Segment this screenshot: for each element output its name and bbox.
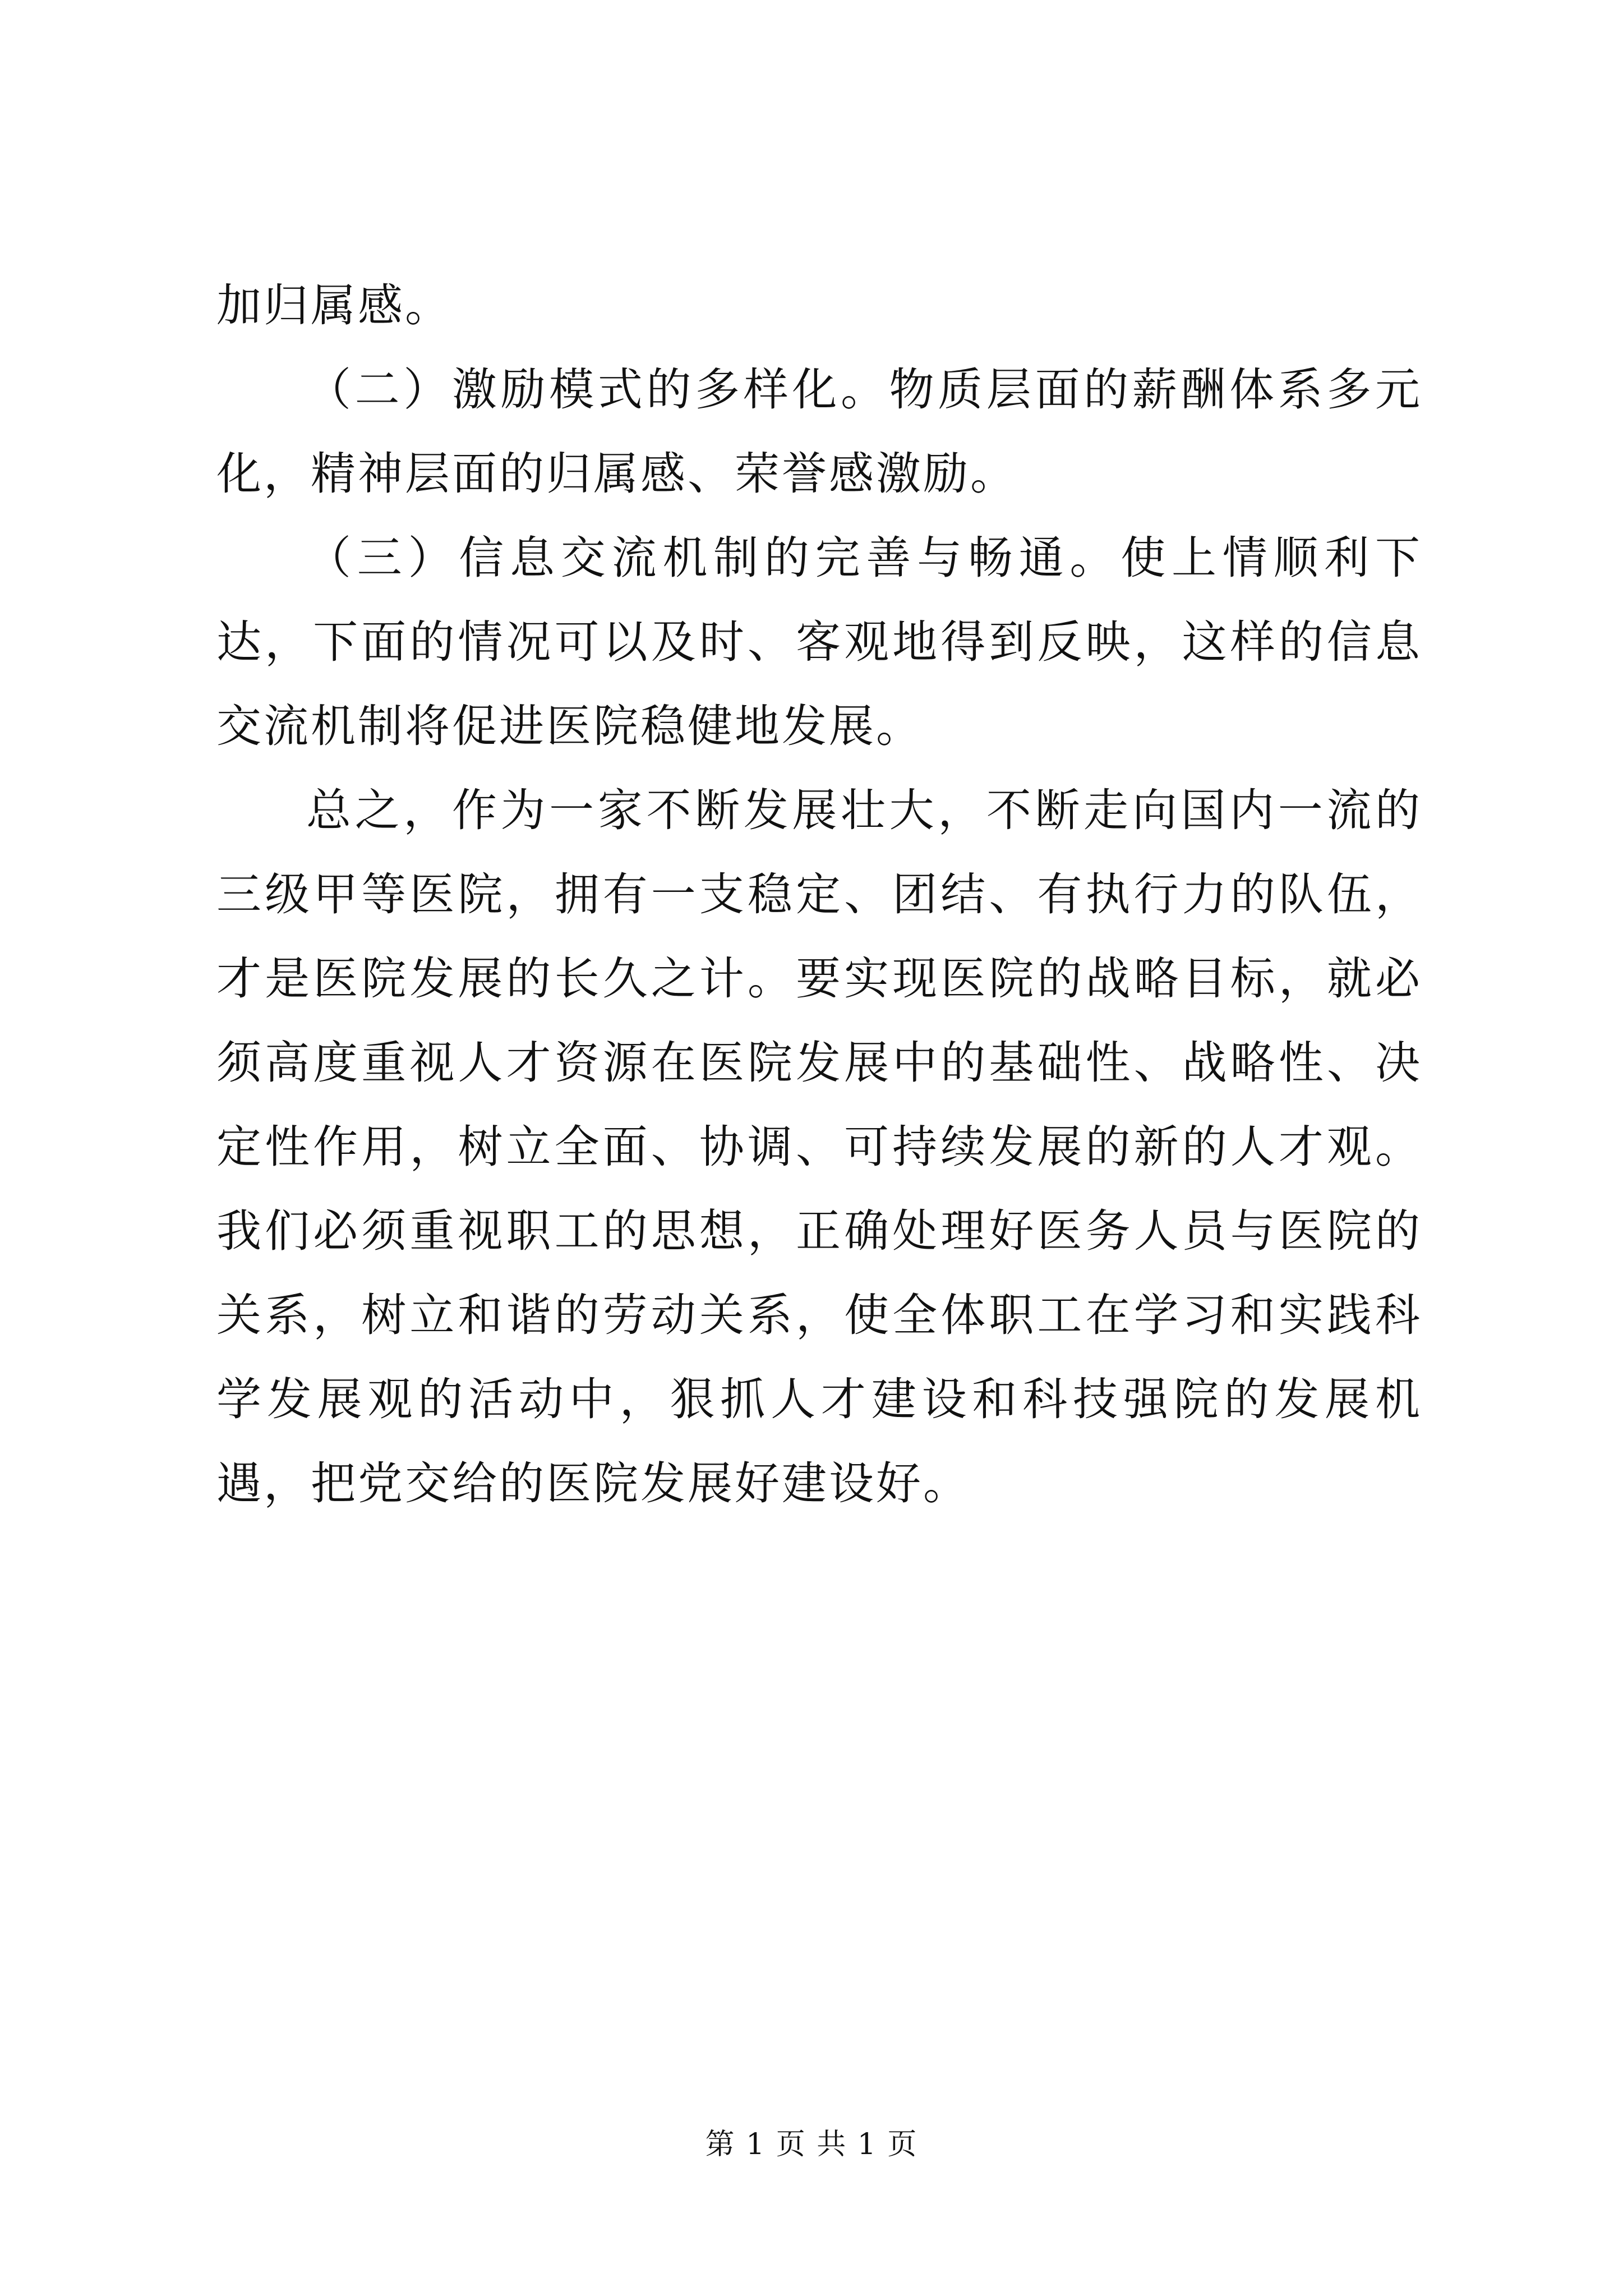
paragraph-information-exchange: （三）信息交流机制的完善与畅通。使上情顺利下达，下面的情况可以及时、客观地得到反映，这样的信息交流机制将促进医院稳健地发展。 <box>216 532 1422 752</box>
page-footer: 第 1 页 共 1 页 <box>705 2128 918 2161</box>
paragraph-continuation: 加归属感。 <box>216 279 452 332</box>
document-body <box>216 264 1422 1526</box>
paragraph-conclusion: 总之，作为一家不断发展壮大，不断走向国内一流的三级甲等医院，拥有一支稳定、团结、有执行力的队伍，才是医院发展的长久之计。要实现医院的战略目标，就必须高度重视人才资源在医院发展中的基础性、战略性、决定性作用，树立全面、协调、可持续发展的新的人才观。我们必须重视职工的思想，正确处理好医务人员与医院的关系，树立和谐的劳动关系，使全体职工在学习和实践科学发展观的活动中，狠抓人才建设和科技强院的发展机遇，把党交给的医院发展好建设好。 <box>216 784 1422 1510</box>
paragraph-incentive-models: （二）激励模式的多样化。物质层面的薪酬体系多元化，精神层面的归属感、荣誉感激励。 <box>216 364 1422 500</box>
